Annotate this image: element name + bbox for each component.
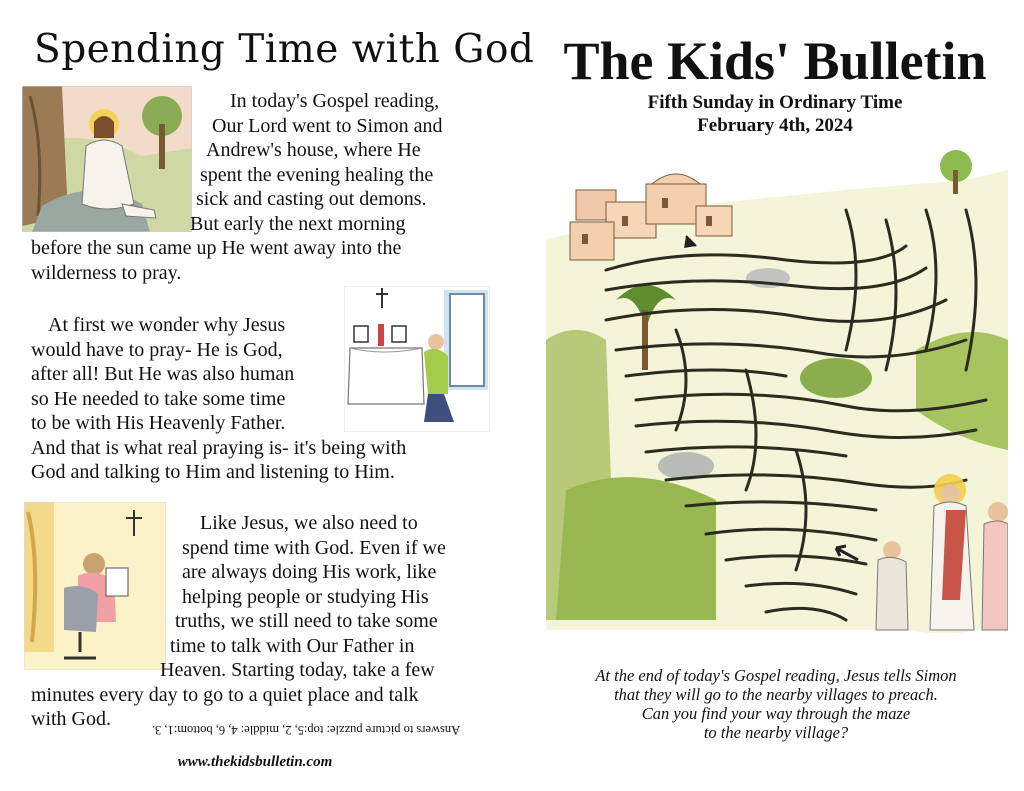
text-line: to the nearby village?	[703, 723, 849, 742]
text-line: to be with His Heavenly Father.	[31, 412, 286, 434]
text-line: would have to pray- He is God,	[31, 338, 283, 361]
text-line: spent the evening healing the	[200, 163, 434, 186]
text-line: sick and casting out demons.	[196, 188, 427, 210]
maze-illustration	[546, 150, 1008, 650]
text-line: At first we wonder why Jesus	[48, 314, 286, 336]
bulletin-date: February 4th, 2024	[697, 115, 853, 136]
text-line: In today's Gospel reading,	[230, 90, 440, 112]
left-page-title: Spending Time with God	[34, 27, 535, 72]
text-line: And that is what real praying is- it's being with	[31, 436, 407, 459]
maze-caption	[548, 666, 1004, 742]
text-line: are always doing His work, like	[182, 561, 437, 583]
text-line: with God.	[31, 708, 111, 730]
text-line: time to talk with Our Father in	[170, 634, 415, 657]
text-line: truths, we still need to take some	[175, 610, 438, 632]
text-line: wilderness to pray.	[31, 261, 182, 284]
text-line: so He needed to take some time	[31, 387, 286, 410]
text-line: after all! But He was also human	[31, 363, 295, 385]
text-line: that they will go to the nearby villages to preach.	[614, 685, 938, 704]
text-line: God and talking to Him and listening to Him.	[31, 461, 395, 483]
text-line: before the sun came up He went away into the	[31, 237, 402, 259]
text-line: At the end of today's Gospel reading, Jesus tells Simon	[595, 666, 957, 685]
text-line: Heaven. Starting today, take a few	[160, 659, 435, 681]
text-line: helping people or studying His	[182, 585, 429, 608]
right-page	[512, 0, 1024, 791]
text-line: But early the next morning	[190, 212, 406, 235]
text-line: Can you find your way through the maze	[641, 704, 911, 723]
website-url: www.thekidsbulletin.com	[177, 754, 333, 770]
bulletin-title: The Kids' Bulletin	[563, 31, 987, 91]
text-line: Andrew's house, where He	[206, 139, 421, 161]
text-line: spend time with God. Even if we	[182, 536, 446, 559]
paragraph-why-pray	[0, 313, 512, 485]
puzzle-answers-upside-down: Answers to picture puzzle: top:5, 2, middle: 4, 6, bottom:1, 3.	[151, 723, 461, 737]
text-line: minutes every day to go to a quiet place and talk	[31, 683, 419, 706]
paragraph-spend-time	[0, 511, 512, 732]
paragraph-gospel	[0, 89, 512, 285]
text-line: Like Jesus, we also need to	[200, 512, 418, 534]
text-line: Our Lord went to Simon and	[212, 114, 443, 137]
bulletin-subtitle	[540, 91, 1010, 137]
sunday-name: Fifth Sunday in Ordinary Time	[647, 92, 903, 113]
